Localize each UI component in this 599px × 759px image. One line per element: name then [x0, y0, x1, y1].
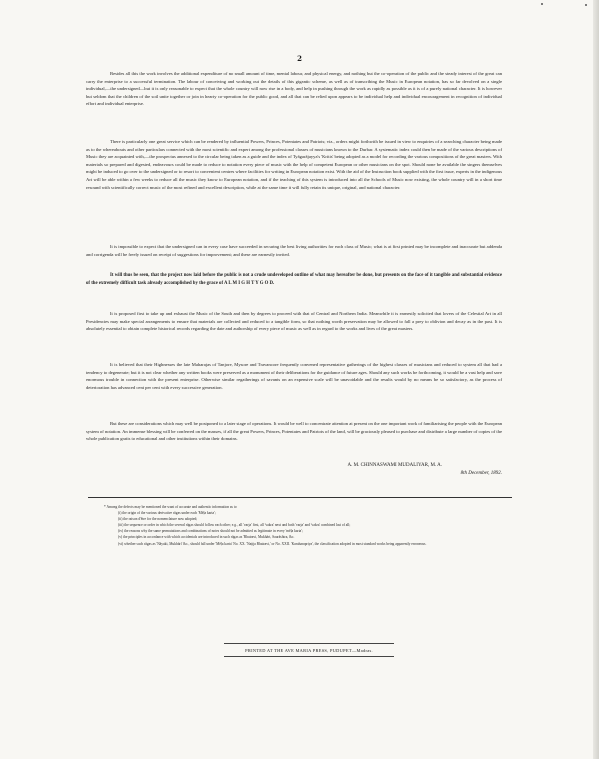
paragraph-6: [86, 361, 502, 391]
paragraph-7: [86, 420, 502, 443]
page-edge-shadow: [593, 0, 599, 759]
footnote-item: (ii) the raison d'être for the nomenclature now adopted;: [118, 517, 198, 522]
footnote-divider: [88, 497, 512, 498]
paragraph-text: But these are considerations which may well be postponed to a later stage of operations. It would be well to concentrate attention at present on the one important work of familiarising the people with the European system of notation. An immense blessing will be conferred on the masses, if all the great Powers, Princes, Potentates and Patriots of the land, will be graciously pleased to purchase and distribute a large number of copies of the whole publication gratis to educational and other institutions within their domains.: [86, 421, 502, 442]
signature-date: 8th December, 1892.: [460, 471, 502, 476]
paragraph-4-emphasis: [86, 272, 502, 287]
paragraph-text: There is particularly one great service which can be rendered by influential Powers, Princes, Potentates and Patriots; viz., orders might forthwith be issued in view to enquiries of a searching character being made as to the whereabouts and other particulars connected with the most scientific and expert among the professional classes of musicians known to the Durbar. A systematic index could then be made of the various descriptions of Music they are acquainted with,—the prospectus annexed to the circular being taken as a guide and the index of Tyāgarājayya's 'Kritis' being adopted as a model for recording the various compositions of the great masters. With materials so prepared and digested, endeavours could be made to reduce to notation every piece of music with the help of competent European or other musicians on the spot. Should none be available the singers themselves might be induced to go over to the undersigned or to resort to convenient centres where facilities for writing in European notation exist. With the aid of the Instruction book supplied with the first issue, experts in the indigenous Art will be able within a few weeks to reduce all the music they know to European notation, and if the teaching of this system is introduced into all the Schools of Music now existing, the whole country will in a short time resound with scientifically correct music of the most refined and excellent description, while at the same time it will fully retain its unique, original, and national character.: [86, 139, 503, 190]
footnote-item: (i) the origin of the various derivative rāgas under each 'Mēḷa karta';: [118, 511, 216, 516]
footnote-item: (vi) whether such rāgas as 'Nāyaki, Mukhāri' &c., should fall under 'Mēḷa karta' No. XX. 'Naṭṭja Bhairavi,' or No. XXII. 'Karaharapriya', the classification adopted in most standard works being apparently erroneous.: [118, 541, 427, 546]
printer-imprint: PRINTED AT THE AVE MARIA PRESS, PUDUPET—Madras.: [224, 643, 394, 657]
paragraph-text: Besides all this the work involves the additional expenditure of no small amount of time, mental labour, and physical energy, and nothing but the co-operation of the public and the steady interest of the great can carry the enterprise to a successful termination. The labour of conceiving and working out the details of this gigantic scheme, as well as of transcribing the Music in European notation, has so far devolved on a single individual,—the undersigned—but it is only reasonable to expect that the whole country will now rise in a body, and help in pushing through the work as rapidly as possible as it is of a purely national character. It is however but seldom that the children of the soil unite together or join in hearty co-operation for the public good, and all that can be relied upon appears to be individual help and individual encouragement in recognition of individual effort and individual enterprise.: [86, 71, 502, 107]
page-number: 2: [297, 54, 302, 63]
paragraph-text: It will thus be seen, that the project now laid before the public is not a crude undeveloped outline of what may hereafter be done, but presents on the face of it tangible and substantial evidence of the extremely difficult task already accomplished by the grace of A L M I G H T Y G O D.: [86, 273, 502, 286]
footnote-item: (iii) the sequence or order in which the several rāgas should follow each other; e.g., all 'varja' first, all 'vakra' next and both 'varja' and 'vakra' combined last of all;: [118, 523, 351, 528]
ink-speck: [585, 4, 587, 6]
footnote-item: (v) the principles in accordance with which accidentals are introduced in such rāgas as 'Bhairavi, Mukhāri, Saurāshtra, &c.: [118, 535, 295, 540]
paragraph-3: [86, 243, 502, 258]
ink-speck: [541, 3, 543, 5]
signature-author: A. M. CHINNASWAMI MUDALIYAR, M. A.: [347, 463, 442, 468]
signature-block: [86, 462, 502, 478]
paragraph-2: [86, 138, 502, 191]
paragraph-text: It is believed that their Highnesses the late Maharajas of Tanjore, Mysore and Travancore frequently convened representative gatherings of the highest classes of musicians and reduced to system all that had a tendency to degenerate; but it is not clear whether any written books were preserved as a monument of their deliberations for the guidance of future ages. Should any such works be forthcoming, it would be a vast help and save enormous trouble in connection with the present enterprise. Otherwise similar regatherings of savants on an expensive scale will be unavoidable and the results would by no means be so satisfactory, as the process of deterioration has advanced cent per cent with every successive generation.: [86, 362, 502, 390]
paragraph-text: It is impossible to expect that the undersigned can in every case have succeeded in securing the best living authorities for each class of Music; what is at first printed may be incomplete and inaccurate but addenda and corrigenda will be freely issued on receipt of suggestions for improvement; and these are earnestly invited.: [86, 244, 502, 257]
paragraph-5: [86, 310, 502, 333]
footnote-intro: * Among the defects may be mentioned the want of accurate and authentic information as to: [104, 505, 237, 509]
paragraph-1: [86, 70, 502, 108]
footnotes: [104, 504, 494, 547]
paragraph-text: It is proposed first to take up and exhaust the Music of the South and then by degrees to proceed with that of Central and Northern India. Meanwhile it is earnestly solicited that lovers of the Celestial Art in all Presidencies may make special arrangements to ensure that materials are collected and reduced to a tangible form, so that nothing worth preservation may be allowed to fall a prey to oblivion and decay as in the past. It is absolutely essential to obtain complete historical records regarding the date and authorship of every piece of music as well as in regard to the works and lives of the great masters.: [86, 311, 502, 332]
footnote-item: (iv) the reasons why the same permutations and combinations of notes should not be admitted as legitimate in every 'mēḷa karta';: [118, 529, 303, 534]
